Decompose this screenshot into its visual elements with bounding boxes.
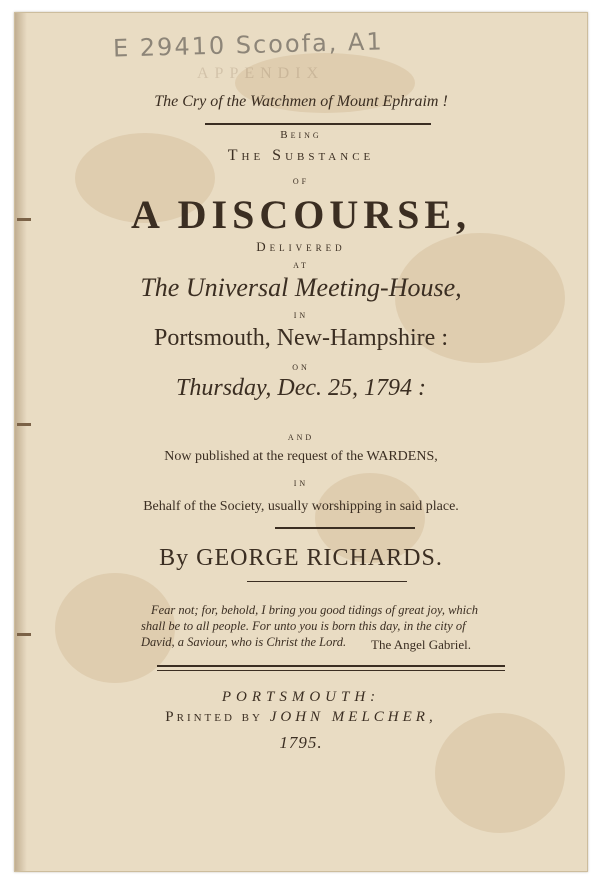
rule-double-bottom xyxy=(157,670,505,671)
epigraph-attribution: The Angel Gabriel. xyxy=(371,637,471,652)
show-through-text: APPENDIX xyxy=(197,65,325,82)
imprint-year: 1795. xyxy=(279,733,323,752)
at-label: at xyxy=(293,259,309,271)
delivered-label: Delivered xyxy=(256,239,346,254)
of-label: of xyxy=(292,175,310,187)
venue-name: The Universal Meeting-House, xyxy=(140,273,462,302)
and-label: and xyxy=(287,431,315,443)
in-label: in xyxy=(293,309,309,321)
stitch-mark xyxy=(17,423,31,426)
epigraph-line-3: David, a Saviour, who is Christ the Lord. xyxy=(141,635,347,649)
sermon-date: Thursday, Dec. 25, 1794 : xyxy=(176,375,426,401)
in-label-2: in xyxy=(293,477,309,489)
author-line: By GEORGE RICHARDS. xyxy=(159,545,443,571)
title-page xyxy=(14,12,588,872)
printed-by-label: Printed by xyxy=(165,709,263,725)
imprint-city: PORTSMOUTH: xyxy=(221,689,381,705)
substance-label: The Substance xyxy=(227,147,375,164)
place-name: Portsmouth, New-Hampshire : xyxy=(154,325,448,351)
rule-author xyxy=(247,581,407,582)
imprint-printer-line xyxy=(15,709,587,726)
stitch-mark xyxy=(17,633,31,636)
main-title: A DISCOURSE, xyxy=(130,192,472,237)
epigraph-line-2: shall be to all people. For unto you is born this day, in the city of xyxy=(141,619,466,633)
header-title: The Cry of the Watchmen of Mount Ephraim ! xyxy=(154,93,448,110)
rule-mid xyxy=(275,527,415,529)
being-label: Being xyxy=(280,129,322,141)
pencil-catalog-note: E 29410 Scoofa, A1 xyxy=(112,27,384,63)
printer-name: JOHN MELCHER, xyxy=(269,709,437,725)
behalf-line: Behalf of the Society, usually worshipping in said place. xyxy=(143,499,459,514)
on-label: on xyxy=(292,361,310,373)
published-line: Now published at the request of the WARDENS, xyxy=(164,449,438,464)
rule-top xyxy=(205,123,431,125)
epigraph-line-1: Fear not; for, behold, I bring you good tidings of great joy, which xyxy=(151,603,478,617)
foxing-stain xyxy=(435,713,565,833)
rule-double-top xyxy=(157,665,505,667)
